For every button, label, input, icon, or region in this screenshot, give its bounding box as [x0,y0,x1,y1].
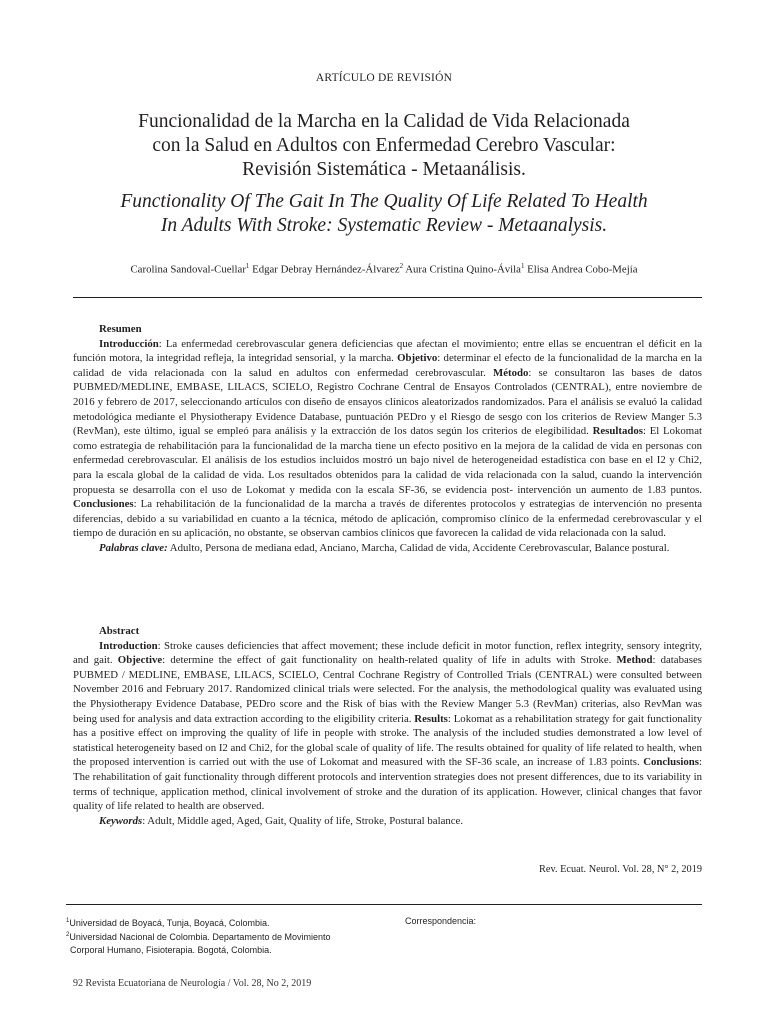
spanish-title [60,110,708,182]
keywords-text: Adulto, Persona de mediana edad, Anciano, Marcha, Calidad de vida, Accidente Cerebrovascular, Balance postural. [167,541,670,554]
resumen-keywords [73,541,702,556]
affiliation-footnotes [66,915,386,956]
keywords-text: : Adult, Middle aged, Aged, Gait, Quality of life, Stroke, Postural balance. [142,814,464,827]
footnote-2-continued: Corporal Humano, Fisioterapia. Bogotá, Colombia. [70,944,272,955]
correspondence-label: Correspondencia: [405,916,477,926]
abstract-keywords [73,814,702,829]
spanish-title-line: Funcionalidad de la Marcha en la Calidad de Vida Relacionada [138,111,630,132]
method-text: : databases PUBMED / MEDLINE, EMBASE, LILACS, SCIELO, Central Cochrane Registry of Controlled Trials (CENTRAL) were consulted between November 2016 and February 2017. Randomized clinical trials were selected. For the analysis, the methodological quality was evaluated using the Physiotherapy Evidence Database, PEDro score and the Risk of bias with the Review Manger 5.3 (RevMan) criterias, also RevMan was being used for analysis and data extraction according to the eligibility criteria. [73,654,702,725]
objective-label: Objetivo [397,352,438,365]
author-list [60,262,708,276]
running-footer: 92 Revista Ecuatoriana de Neurología / Vol. 28, No 2, 2019 [73,978,312,989]
intro-text: : Stroke causes deficiencies that affect movement; these include deficit in motor function, reflex integrity, sensory integrity, and gait. [73,639,702,667]
method-label: Method [616,654,653,667]
keywords-label: Palabras clave: [99,541,168,554]
author-affiliation-mark: 1 [245,262,250,270]
resumen-heading: Resumen [99,323,142,335]
footnote-1: $^1$Universidad de Boyacá, Tunja, Boyacá, Colombia. [66,918,270,928]
objective-label: Objective [117,654,163,667]
author-name: Edgar Debray Hernández-Álvarez [249,263,400,276]
intro-label: Introducción [99,337,159,350]
abstract-section [73,624,702,828]
method-text: : se consultaron las bases de datos PUBMED/MEDLINE, EMBASE, LILACS, SCIELO, Registro Cochrane Central de Ensayos Controlados (CENTRAL), entre noviembre de 2016 y febrero de 2017, seleccionando artículos con diseño de ensayos clínicos aleatorizados randomizados. Para el análisis se evaluó la calidad metodológica mediante el Physiotherapy Evidence Database, puntuación PEDro y el Riesgo de sesgo con los criterios de Review Manger 5.3 (RevMan), este último, igual se empleó para análisis y la extracción de los datos según los criterios de elegibilidad. [73,366,702,438]
spanish-title-line: con la Salud en Adultos con Enfermedad Cerebro Vascular: [152,135,616,156]
results-label: Results [414,712,448,725]
english-title-line: In Adults With Stroke: Systematic Review - Metaanalysis. [160,215,608,236]
intro-text: : La enfermedad cerebrovascular genera deficiencias que afectan el movimiento; entre ellas se encuentran el déficit en la función motora, la integridad refleja, la integridad sensorial, y la marcha. [73,337,702,365]
resumen-body [73,337,702,541]
results-text: : Lokomat as a rehabilitation strategy for gait functionality has a positive effect on improving the quality of life in people with stroke. The analysis of the included studies demonstrated a low level of statistical heterogeneity based on I2 and Chi2, for the global scale of quality of life. The results obtained for quality of life related to health, when the proposed intervention is carried out with the use of Lokomat and measured with the SF-36 scale, an increase of 1.83 points. [73,712,702,769]
section-label: ARTÍCULO DE REVISIÓN [315,72,453,84]
results-label: Resultados [592,425,643,438]
english-title-line: Functionality Of The Gait In The Quality Of Life Related To Health [120,191,648,212]
english-title [60,190,708,238]
author-name: Elisa Andrea Cobo-Mejía [524,263,638,276]
conclusions-label: Conclusiones [73,498,134,511]
footnote-2: $^2$Universidad Nacional de Colombia. Departamento de Movimiento [66,932,331,943]
keywords-label: Keywords [99,814,143,827]
footer-divider [66,904,702,905]
author-affiliation-mark: 2 [399,262,404,270]
author-affiliation-mark: 1 [520,262,525,270]
objective-text: : determine the effect of gait functionality on health-related quality of life in adults with Stroke. [162,654,617,667]
conclusions-text: : La rehabilitación de la funcionalidad de la marcha a través de diferentes protocolos y estrategias de intervención no presenta diferencias, debido a su variabilidad en cuanto a la técnica, método de aplicación, compromiso clínico de la enfermedad cerebrovascular y el tiempo de duración en su aplicación, no obstante, se observan cambios clínicos que favorecen la calidad de vida relacionada con la salud. [73,498,702,540]
intro-label: Introduction [99,639,158,652]
resumen-section [73,322,702,556]
conclusions-label: Conclusions [643,756,699,769]
results-text: : El Lokomat como estrategia de rehabilitación para la funcionalidad de la marcha tiene un efecto positivo en la mejora de la calidad de vida en personas con enfermedad cerebrovascular. El análisis de los estudios incluidos mostró un bajo nivel de heterogeneidad estadística con base en el I2 y Chi2, para la escala global de la calidad de vida. Los resultados obtenidos para la calidad de vida relacionada con la salud, cuando la intervención propuesta se desarrolla con el uso de Lokomat y medida con la escala SF-36, se evidencia post- intervención un aumento de 1.83 puntos. [73,425,702,496]
author-name: Aura Cristina Quino-Ávila [403,263,521,276]
conclusions-text: : The rehabilitation of gait functionality through different protocols and intervention strategies does not present differences, due to its variability in terms of technique, application method, clinical involvement of stroke and the duration of its application. However, clinical changes that favor quality of life related to health are observed. [73,756,702,813]
journal-citation: Rev. Ecuat. Neurol. Vol. 28, N° 2, 2019 [539,864,702,875]
abstract-body [73,639,702,814]
author-name: Carolina Sandoval-Cuellar [130,263,246,276]
abstract-heading: Abstract [99,625,140,637]
objective-text: : determinar el efecto de la funcionalidad de la marcha en la calidad de vida relacionada con la salud en adultos con enfermedad cerebrovascular. [73,352,702,379]
method-label: Método [493,366,529,379]
header-divider [73,297,702,298]
spanish-title-line: Revisión Sistemática - Metaanálisis. [242,159,526,180]
